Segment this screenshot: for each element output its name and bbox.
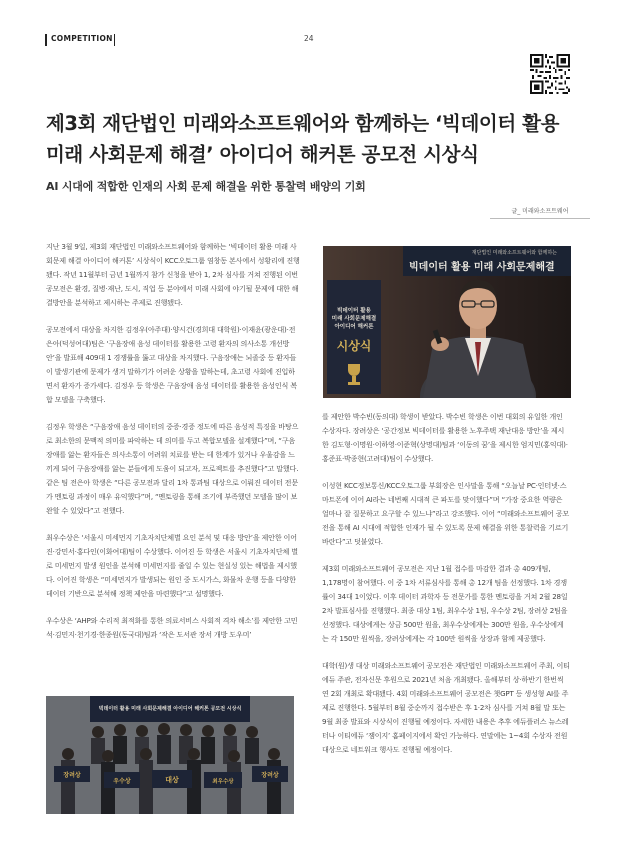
paragraph: 지난 3월 9일, 제3회 재단법인 미래와소프트웨어와 함께하는 ‘빅데이터 활용 미래 사회문제 해결 아이디어 해커톤’ 시상식이 KCC오토그룹 염창동 본사에서 성황리에 진행됐다. 작년 11월부터 금년 1월까지 참가 신청을 받아 1, 2차 심사를 거쳐 진행된 이번 공모전은 환경, 질병·재난, 도시, 직업 등 분야에서 미래 사회에 야기될 문제에 대한 해결방안을 분석하고 제시하는 주제로 진행됐다. <box>46 242 300 307</box>
body-column-right <box>322 410 570 770</box>
qr-code-icon <box>530 54 570 94</box>
section-label: COMPETITION <box>51 34 113 43</box>
paragraph: 이성현 KCC정보통신/KCC오토그룹 부회장은 인사말을 통해 “오늘날 PC·인터넷·스마트폰에 이어 AI라는 네번째 시대적 큰 파도를 맞이했다”며 “가장 중요한 역량은 얼마나 잘 질문하고 요구할 수 있느냐”라고 강조했다. 이어 “미래와소프트웨어 공모전을 통해 AI 시대에 적합한 인재가 될 수 있도록 문제 해결을 위한 통찰력을 기르기 바란다”고 덧붙였다. <box>322 481 570 546</box>
header-rule <box>114 34 115 46</box>
award-board-label: 대상 <box>165 776 179 784</box>
article-subtitle: AI 시대에 적합한 인재의 사회 문제 해결을 위한 통찰력 배양의 기회 <box>46 180 366 193</box>
paragraph: 대학(원)생 대상 미래와소프트웨어 공모전은 재단법인 미래와소프트웨어 주최, 이티에듀 주관, 전자신문 후원으로 2021년 처음 개최됐다. 올해부터 상·하반기 한번씩 연 2회 개최로 확대됐다. 4회 미래와소프트웨어 공모전은 챗GPT 등 생성형 AI를 주제로 진행한다. 5월부터 8월 중순까지 접수받은 후 1·2차 심사를 거쳐 8월 말 또는 9월 최종 발표와 시상식이 진행될 예정이다. 자세한 내용은 추후 에듀플러스 뉴스레터나 이티에듀 ‘잼이지’ 홈페이지에서 확인 가능하다. 연말에는 1~4회 수상자 전원 대상으로 네트워크 행사도 진행될 예정이다. <box>322 661 570 754</box>
group-photo-illustration <box>46 696 294 814</box>
paragraph: 김정우 학생은 “구음장애 음성 데이터의 중증·경증 정도에 따른 음성적 특징을 바탕으로 최소한의 문맥적 의미를 파악하는 데 의미를 두고 복합모델을 설계했다”며, “구음장애를 앓는 환자들은 의사소통이 어려워 치료를 받는 데 한계가 있거나 우울감을 느끼게 되어 구음장애를 앓는 분들에게 도움이 되고자, 프로젝트를 추진했다”고 말했다. 같은 팀 전은아 학생은 “다른 공모전과 달리 1차 통과팀 대상으로 이뤄진 데이터 전문가 멘토링 과정이 매우 유익했다”며, “멘토링을 통해 조기에 부족했던 모델을 많이 보완할 수 있었다”고 전했다. <box>46 422 299 515</box>
byline: 글_ 미래와소프트웨어 <box>490 206 590 219</box>
banner-text: 빅데이터 활용 미래 사회문제해결 아이디어 해커톤 공모전 시상식 <box>98 706 242 712</box>
banner-top-text: 재단법인 미래와소프트웨어와 함께하는 <box>471 250 557 256</box>
banner-main-text: 빅데이터 활용 미래 사회문제해결 <box>409 262 555 273</box>
group-photo <box>46 696 294 814</box>
paragraph: 를 제안한 박수빈(동의대) 학생이 받았다. 박수빈 학생은 이번 대회의 유일한 개인 수상자다. 장려상은 ‘공간정보 빅데이터를 활용한 노후주택 재난대응 방안’을 제시한 김도형·이명원·이하영·이준혁(상명대)팀과 ‘이동의 꿈’을 제시한 엄지민(홍익대)·홍준표·박종현(고려대)팀이 수상했다. <box>322 412 568 463</box>
paragraph: 공모전에서 대상을 차지한 김정우(아주대)·양시건(경희대 대학원)·이재윤(광운대)·전은아(덕성여대)팀은 ‘구음장애 음성 데이터를 활용한 고령 환자의 의사소통 개선방안’을 발표해 409대 1 경쟁률을 뚫고 대상을 차지했다. 구음장애는 뇌졸중 등 환자들이 발생기관에 문제가 생겨 말하기가 어려운 상황을 말하는데, 초고령 사회에 진입하면서 환자가 증가세다. 김정우 등 학생은 구음장애 음성 데이터를 활용한 음성인식 복합 모델을 구축했다. <box>46 325 297 404</box>
speaker-photo-illustration <box>323 246 571 398</box>
award-board-label: 장려상 <box>261 772 279 779</box>
poster-line: 아이디어 해커톤 <box>334 324 374 330</box>
award-board-label: 우수상 <box>113 778 131 785</box>
body-column-left <box>46 240 300 655</box>
award-board-label: 최우수상 <box>212 779 234 785</box>
poster-line: 빅데이터 활용 <box>337 308 371 314</box>
trophy-icon <box>348 364 360 376</box>
speaker-photo <box>323 246 571 398</box>
title-line: 미래 사회문제 해결’ 아이디어 해커톤 공모전 시상식 <box>46 143 479 166</box>
paragraph: 최우수상은 ‘서울시 미세먼지 기초자치단체별 요인 분석 및 대응 방안’을 제안한 이어진·강민서·홍다인(이화여대)팀이 수상했다. 이어진 등 학생은 서울시 기초자치단체 별로 미세먼지 발생 원인을 분석해 미세먼지를 줄일 수 있는 현실성 있는 해법을 제시했다. 이어진 학생은 “미세먼지가 발생되는 원인 중 도시가스, 화물차 운행 등을 다양한 데이터 기반으로 분석해 정책 제안을 마련했다”고 설명했다. <box>46 533 298 598</box>
poster-line: 미래 사회문제해결 <box>331 316 377 322</box>
header-rule <box>45 34 47 46</box>
title-line: 제3회 재단법인 미래와소프트웨어와 함께하는 ‘빅데이터 활용 <box>46 112 560 135</box>
article-title <box>46 108 594 170</box>
page-number: 24 <box>304 34 314 43</box>
paragraph: 제3회 미래와소프트웨어 공모전은 지난 1월 접수를 마감한 결과 총 409개팀, 1,178명이 참여했다. 이 중 1차 서류심사를 통해 총 12개 팀을 선정했다. 1차 경쟁률이 34대 1이었다. 이후 데이터 과학자 등 전문가를 통한 멘토링을 거쳐 2월 28일 2차 발표심사를 진행했다. 최종 대상 1팀, 최우수상 1팀, 우수상 2팀, 장려상 2팀을 선정했다. 대상에게는 상금 500만 원을, 최우수상에게는 300만 원을, 우수상에게는 각 150만 원씩을, 장려상에게는 각 100만 원씩을 상장과 함께 제공했다. <box>322 564 568 643</box>
paragraph: 우수상은 ‘AHP와 수리적 최적화를 통한 의료서비스 사회적 격차 해소’를 제안한 고민석·김민지·천기경·한종원(동국대)팀과 ‘작은 도서관 장서 개방 도우미’ <box>46 616 298 639</box>
poster-main-text: 시상식 <box>336 339 372 353</box>
award-board-label: 장려상 <box>63 772 81 779</box>
